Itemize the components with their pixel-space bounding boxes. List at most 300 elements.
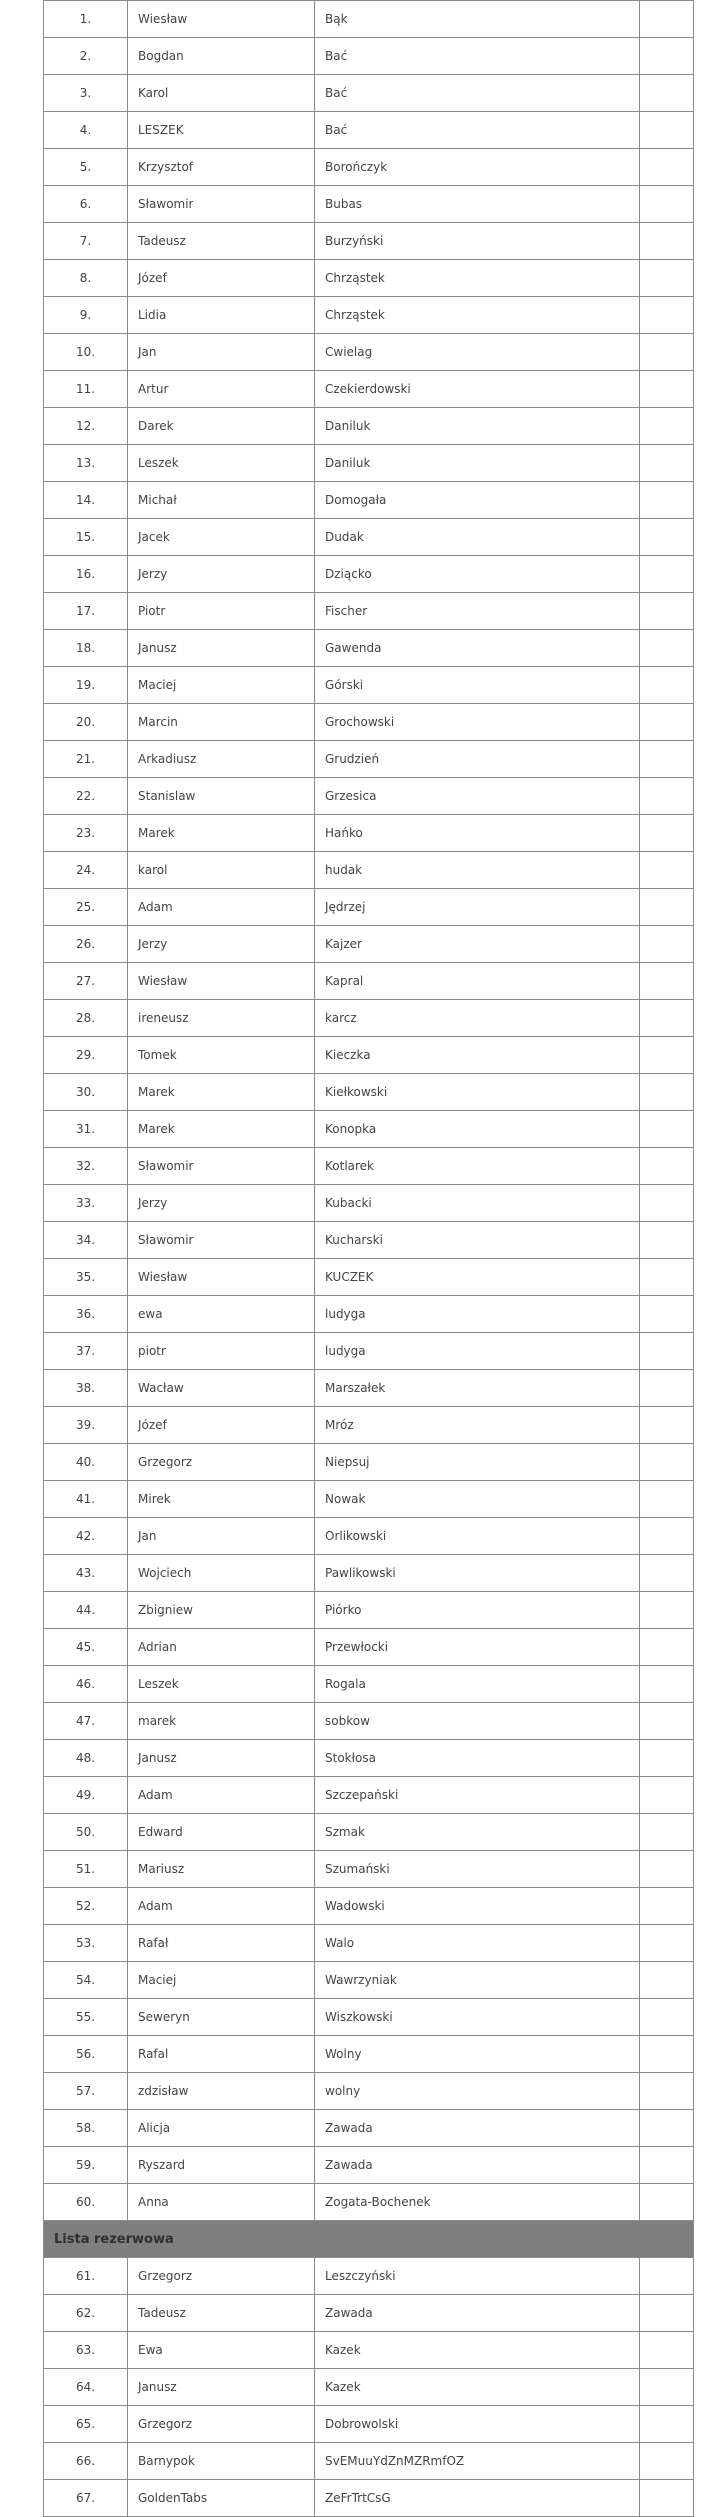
empty-cell xyxy=(640,2110,694,2147)
last-name-cell: Walo xyxy=(315,1925,640,1962)
empty-cell xyxy=(640,778,694,815)
table-row xyxy=(44,815,694,852)
empty-cell xyxy=(640,1962,694,1999)
first-name-cell: Barnypok xyxy=(128,2443,315,2480)
first-name-cell: Piotr xyxy=(128,593,315,630)
last-name-cell: Niepsuj xyxy=(315,1444,640,1481)
last-name-cell: Cwielag xyxy=(315,334,640,371)
last-name-cell: Dobrowolski xyxy=(315,2406,640,2443)
empty-cell xyxy=(640,1740,694,1777)
last-name-cell: Wadowski xyxy=(315,1888,640,1925)
row-number-cell: 21. xyxy=(44,741,128,778)
empty-cell xyxy=(640,1777,694,1814)
row-number-cell: 57. xyxy=(44,2073,128,2110)
first-name-cell: Karol xyxy=(128,75,315,112)
last-name-cell: Bać xyxy=(315,112,640,149)
table-row xyxy=(44,2073,694,2110)
table-row xyxy=(44,2295,694,2332)
last-name-cell: Piórko xyxy=(315,1592,640,1629)
last-name-cell: Kajzer xyxy=(315,926,640,963)
row-number-cell: 50. xyxy=(44,1814,128,1851)
table-row xyxy=(44,2369,694,2406)
last-name-cell: Dziącko xyxy=(315,556,640,593)
first-name-cell: piotr xyxy=(128,1333,315,1370)
first-name-cell: Tadeusz xyxy=(128,223,315,260)
last-name-cell: Bać xyxy=(315,75,640,112)
last-name-cell: Kotlarek xyxy=(315,1148,640,1185)
last-name-cell: Zogata-Bochenek xyxy=(315,2184,640,2221)
last-name-cell: Grochowski xyxy=(315,704,640,741)
row-number-cell: 20. xyxy=(44,704,128,741)
row-number-cell: 3. xyxy=(44,75,128,112)
empty-cell xyxy=(640,1296,694,1333)
row-number-cell: 9. xyxy=(44,297,128,334)
first-name-cell: Janusz xyxy=(128,2369,315,2406)
first-name-cell: Marek xyxy=(128,1111,315,1148)
empty-cell xyxy=(640,408,694,445)
empty-cell xyxy=(640,1666,694,1703)
first-name-cell: Arkadiusz xyxy=(128,741,315,778)
table-row xyxy=(44,2332,694,2369)
table-row xyxy=(44,1111,694,1148)
row-number-cell: 65. xyxy=(44,2406,128,2443)
first-name-cell: Adam xyxy=(128,889,315,926)
empty-cell xyxy=(640,963,694,1000)
last-name-cell: Górski xyxy=(315,667,640,704)
row-number-cell: 42. xyxy=(44,1518,128,1555)
table-row xyxy=(44,1,694,38)
last-name-cell: Daniluk xyxy=(315,408,640,445)
row-number-cell: 24. xyxy=(44,852,128,889)
first-name-cell: Jerzy xyxy=(128,1185,315,1222)
table-row xyxy=(44,223,694,260)
last-name-cell: Nowak xyxy=(315,1481,640,1518)
last-name-cell: Zawada xyxy=(315,2147,640,2184)
first-name-cell: Sławomir xyxy=(128,1222,315,1259)
row-number-cell: 15. xyxy=(44,519,128,556)
table-row xyxy=(44,926,694,963)
table-row xyxy=(44,334,694,371)
row-number-cell: 59. xyxy=(44,2147,128,2184)
last-name-cell: ludyga xyxy=(315,1333,640,1370)
row-number-cell: 43. xyxy=(44,1555,128,1592)
row-number-cell: 33. xyxy=(44,1185,128,1222)
table-row xyxy=(44,1185,694,1222)
last-name-cell: Hańko xyxy=(315,815,640,852)
empty-cell xyxy=(640,297,694,334)
first-name-cell: Marcin xyxy=(128,704,315,741)
row-number-cell: 6. xyxy=(44,186,128,223)
first-name-cell: Sławomir xyxy=(128,1148,315,1185)
table-row xyxy=(44,2480,694,2517)
last-name-cell: Bąk xyxy=(315,1,640,38)
table-row xyxy=(44,1407,694,1444)
table-row xyxy=(44,371,694,408)
table-row xyxy=(44,1703,694,1740)
last-name-cell: Wawrzyniak xyxy=(315,1962,640,1999)
section-header-label: Lista rezerwowa xyxy=(44,2221,694,2258)
table-row xyxy=(44,1925,694,1962)
empty-cell xyxy=(640,1555,694,1592)
row-number-cell: 30. xyxy=(44,1074,128,1111)
last-name-cell: Domogała xyxy=(315,482,640,519)
table-row xyxy=(44,1037,694,1074)
row-number-cell: 48. xyxy=(44,1740,128,1777)
last-name-cell: ludyga xyxy=(315,1296,640,1333)
empty-cell xyxy=(640,2332,694,2369)
first-name-cell: Stanislaw xyxy=(128,778,315,815)
empty-cell xyxy=(640,38,694,75)
first-name-cell: Edward xyxy=(128,1814,315,1851)
row-number-cell: 62. xyxy=(44,2295,128,2332)
empty-cell xyxy=(640,1333,694,1370)
row-number-cell: 58. xyxy=(44,2110,128,2147)
empty-cell xyxy=(640,1000,694,1037)
last-name-cell: Kazek xyxy=(315,2369,640,2406)
last-name-cell: Zawada xyxy=(315,2110,640,2147)
row-number-cell: 19. xyxy=(44,667,128,704)
last-name-cell: wolny xyxy=(315,2073,640,2110)
empty-cell xyxy=(640,1814,694,1851)
last-name-cell: Pawlikowski xyxy=(315,1555,640,1592)
row-number-cell: 36. xyxy=(44,1296,128,1333)
empty-cell xyxy=(640,2443,694,2480)
row-number-cell: 51. xyxy=(44,1851,128,1888)
row-number-cell: 56. xyxy=(44,2036,128,2073)
empty-cell xyxy=(640,1,694,38)
first-name-cell: Jacek xyxy=(128,519,315,556)
last-name-cell: Stokłosa xyxy=(315,1740,640,1777)
first-name-cell: Anna xyxy=(128,2184,315,2221)
row-number-cell: 18. xyxy=(44,630,128,667)
row-number-cell: 16. xyxy=(44,556,128,593)
table-row xyxy=(44,38,694,75)
last-name-cell: Borończyk xyxy=(315,149,640,186)
last-name-cell: SvEMuuYdZnMZRmfOZ xyxy=(315,2443,640,2480)
first-name-cell: Grzegorz xyxy=(128,2406,315,2443)
row-number-cell: 5. xyxy=(44,149,128,186)
table-row xyxy=(44,2147,694,2184)
table-row xyxy=(44,1851,694,1888)
empty-cell xyxy=(640,519,694,556)
first-name-cell: Wiesław xyxy=(128,1259,315,1296)
last-name-cell: Rogala xyxy=(315,1666,640,1703)
table-row xyxy=(44,186,694,223)
empty-cell xyxy=(640,2406,694,2443)
row-number-cell: 35. xyxy=(44,1259,128,1296)
row-number-cell: 14. xyxy=(44,482,128,519)
empty-cell xyxy=(640,2073,694,2110)
table-row xyxy=(44,1481,694,1518)
empty-cell xyxy=(640,371,694,408)
table-row xyxy=(44,112,694,149)
empty-cell xyxy=(640,260,694,297)
first-name-cell: Jerzy xyxy=(128,926,315,963)
table-row xyxy=(44,741,694,778)
table-row xyxy=(44,1814,694,1851)
first-name-cell: Leszek xyxy=(128,445,315,482)
empty-cell xyxy=(640,704,694,741)
table-row xyxy=(44,1962,694,1999)
table-row xyxy=(44,297,694,334)
first-name-cell: Mariusz xyxy=(128,1851,315,1888)
empty-cell xyxy=(640,1481,694,1518)
table-row xyxy=(44,1222,694,1259)
last-name-cell: Przewłocki xyxy=(315,1629,640,1666)
first-name-cell: LESZEK xyxy=(128,112,315,149)
first-name-cell: Maciej xyxy=(128,667,315,704)
first-name-cell: Wojciech xyxy=(128,1555,315,1592)
table-row xyxy=(44,482,694,519)
empty-cell xyxy=(640,2036,694,2073)
first-name-cell: Tadeusz xyxy=(128,2295,315,2332)
first-name-cell: Jan xyxy=(128,1518,315,1555)
last-name-cell: Szczepański xyxy=(315,1777,640,1814)
row-number-cell: 10. xyxy=(44,334,128,371)
table-row xyxy=(44,2184,694,2221)
first-name-cell: Józef xyxy=(128,260,315,297)
row-number-cell: 63. xyxy=(44,2332,128,2369)
row-number-cell: 66. xyxy=(44,2443,128,2480)
table-row xyxy=(44,2258,694,2295)
last-name-cell: sobkow xyxy=(315,1703,640,1740)
table-row xyxy=(44,1777,694,1814)
table-row xyxy=(44,1518,694,1555)
row-number-cell: 12. xyxy=(44,408,128,445)
table-row xyxy=(44,1000,694,1037)
first-name-cell: Józef xyxy=(128,1407,315,1444)
row-number-cell: 39. xyxy=(44,1407,128,1444)
empty-cell xyxy=(640,1703,694,1740)
table-row xyxy=(44,1888,694,1925)
empty-cell xyxy=(640,889,694,926)
empty-cell xyxy=(640,741,694,778)
first-name-cell: Marek xyxy=(128,1074,315,1111)
first-name-cell: Artur xyxy=(128,371,315,408)
last-name-cell: karcz xyxy=(315,1000,640,1037)
row-number-cell: 13. xyxy=(44,445,128,482)
last-name-cell: Wiszkowski xyxy=(315,1999,640,2036)
empty-cell xyxy=(640,1925,694,1962)
empty-cell xyxy=(640,630,694,667)
row-number-cell: 49. xyxy=(44,1777,128,1814)
row-number-cell: 34. xyxy=(44,1222,128,1259)
empty-cell xyxy=(640,815,694,852)
row-number-cell: 60. xyxy=(44,2184,128,2221)
row-number-cell: 27. xyxy=(44,963,128,1000)
table-row xyxy=(44,1259,694,1296)
table-row xyxy=(44,704,694,741)
row-number-cell: 2. xyxy=(44,38,128,75)
last-name-cell: Kiełkowski xyxy=(315,1074,640,1111)
last-name-cell: Gawenda xyxy=(315,630,640,667)
last-name-cell: Chrząstek xyxy=(315,297,640,334)
first-name-cell: Tomek xyxy=(128,1037,315,1074)
table-row xyxy=(44,1629,694,1666)
first-name-cell: Alicja xyxy=(128,2110,315,2147)
last-name-cell: Czekierdowski xyxy=(315,371,640,408)
row-number-cell: 45. xyxy=(44,1629,128,1666)
first-name-cell: Sławomir xyxy=(128,186,315,223)
first-name-cell: Lidia xyxy=(128,297,315,334)
table-row xyxy=(44,1592,694,1629)
table-row xyxy=(44,1444,694,1481)
last-name-cell: ZeFrTrtCsG xyxy=(315,2480,640,2517)
last-name-cell: Chrząstek xyxy=(315,260,640,297)
last-name-cell: Szmak xyxy=(315,1814,640,1851)
row-number-cell: 46. xyxy=(44,1666,128,1703)
empty-cell xyxy=(640,2369,694,2406)
empty-cell xyxy=(640,112,694,149)
first-name-cell: Leszek xyxy=(128,1666,315,1703)
first-name-cell: Bogdan xyxy=(128,38,315,75)
empty-cell xyxy=(640,445,694,482)
first-name-cell: Grzegorz xyxy=(128,2258,315,2295)
empty-cell xyxy=(640,593,694,630)
first-name-cell: Michał xyxy=(128,482,315,519)
table-row xyxy=(44,1333,694,1370)
last-name-cell: Kucharski xyxy=(315,1222,640,1259)
participants-table-body xyxy=(44,1,694,2517)
row-number-cell: 28. xyxy=(44,1000,128,1037)
empty-cell xyxy=(640,1851,694,1888)
empty-cell xyxy=(640,1148,694,1185)
row-number-cell: 64. xyxy=(44,2369,128,2406)
table-row xyxy=(44,1999,694,2036)
table-row xyxy=(44,593,694,630)
first-name-cell: Wacław xyxy=(128,1370,315,1407)
empty-cell xyxy=(640,482,694,519)
table-row xyxy=(44,260,694,297)
row-number-cell: 61. xyxy=(44,2258,128,2295)
empty-cell xyxy=(640,1629,694,1666)
first-name-cell: Seweryn xyxy=(128,1999,315,2036)
row-number-cell: 67. xyxy=(44,2480,128,2517)
table-row xyxy=(44,852,694,889)
empty-cell xyxy=(640,1592,694,1629)
row-number-cell: 32. xyxy=(44,1148,128,1185)
row-number-cell: 7. xyxy=(44,223,128,260)
empty-cell xyxy=(640,2480,694,2517)
last-name-cell: Bać xyxy=(315,38,640,75)
first-name-cell: Jan xyxy=(128,334,315,371)
empty-cell xyxy=(640,926,694,963)
table-row xyxy=(44,1148,694,1185)
last-name-cell: hudak xyxy=(315,852,640,889)
last-name-cell: Zawada xyxy=(315,2295,640,2332)
row-number-cell: 1. xyxy=(44,1,128,38)
section-header-row xyxy=(44,2221,694,2258)
first-name-cell: Rafal xyxy=(128,2036,315,2073)
first-name-cell: Mirek xyxy=(128,1481,315,1518)
table-row xyxy=(44,75,694,112)
table-row xyxy=(44,149,694,186)
row-number-cell: 54. xyxy=(44,1962,128,1999)
first-name-cell: Adam xyxy=(128,1777,315,1814)
first-name-cell: Wiesław xyxy=(128,963,315,1000)
first-name-cell: ewa xyxy=(128,1296,315,1333)
last-name-cell: Burzyński xyxy=(315,223,640,260)
table-row xyxy=(44,1740,694,1777)
empty-cell xyxy=(640,149,694,186)
empty-cell xyxy=(640,1407,694,1444)
first-name-cell: Ryszard xyxy=(128,2147,315,2184)
empty-cell xyxy=(640,1888,694,1925)
empty-cell xyxy=(640,1074,694,1111)
table-row xyxy=(44,667,694,704)
row-number-cell: 4. xyxy=(44,112,128,149)
first-name-cell: ireneusz xyxy=(128,1000,315,1037)
first-name-cell: Krzysztof xyxy=(128,149,315,186)
last-name-cell: Daniluk xyxy=(315,445,640,482)
empty-cell xyxy=(640,1259,694,1296)
table-row xyxy=(44,2406,694,2443)
first-name-cell: Grzegorz xyxy=(128,1444,315,1481)
table-row xyxy=(44,963,694,1000)
row-number-cell: 22. xyxy=(44,778,128,815)
empty-cell xyxy=(640,1518,694,1555)
last-name-cell: Leszczyński xyxy=(315,2258,640,2295)
table-row xyxy=(44,1555,694,1592)
first-name-cell: Adrian xyxy=(128,1629,315,1666)
last-name-cell: Kazek xyxy=(315,2332,640,2369)
empty-cell xyxy=(640,223,694,260)
last-name-cell: Bubas xyxy=(315,186,640,223)
first-name-cell: marek xyxy=(128,1703,315,1740)
table-row xyxy=(44,2036,694,2073)
empty-cell xyxy=(640,2147,694,2184)
row-number-cell: 17. xyxy=(44,593,128,630)
empty-cell xyxy=(640,1185,694,1222)
row-number-cell: 47. xyxy=(44,1703,128,1740)
row-number-cell: 8. xyxy=(44,260,128,297)
table-row xyxy=(44,889,694,926)
last-name-cell: Wolny xyxy=(315,2036,640,2073)
row-number-cell: 23. xyxy=(44,815,128,852)
last-name-cell: Grzesica xyxy=(315,778,640,815)
empty-cell xyxy=(640,2295,694,2332)
first-name-cell: GoldenTabs xyxy=(128,2480,315,2517)
table-row xyxy=(44,1074,694,1111)
table-row xyxy=(44,1296,694,1333)
table-row xyxy=(44,2443,694,2480)
last-name-cell: Marszałek xyxy=(315,1370,640,1407)
first-name-cell: zdzisław xyxy=(128,2073,315,2110)
last-name-cell: Dudak xyxy=(315,519,640,556)
first-name-cell: Jerzy xyxy=(128,556,315,593)
table-row xyxy=(44,445,694,482)
empty-cell xyxy=(640,1037,694,1074)
empty-cell xyxy=(640,2258,694,2295)
empty-cell xyxy=(640,1370,694,1407)
first-name-cell: Ewa xyxy=(128,2332,315,2369)
table-row xyxy=(44,1666,694,1703)
last-name-cell: Kubacki xyxy=(315,1185,640,1222)
first-name-cell: Zbigniew xyxy=(128,1592,315,1629)
empty-cell xyxy=(640,1999,694,2036)
last-name-cell: Fischer xyxy=(315,593,640,630)
first-name-cell: Rafał xyxy=(128,1925,315,1962)
first-name-cell: Adam xyxy=(128,1888,315,1925)
empty-cell xyxy=(640,1222,694,1259)
last-name-cell: KUCZEK xyxy=(315,1259,640,1296)
row-number-cell: 44. xyxy=(44,1592,128,1629)
table-row xyxy=(44,1370,694,1407)
row-number-cell: 11. xyxy=(44,371,128,408)
row-number-cell: 25. xyxy=(44,889,128,926)
last-name-cell: Orlikowski xyxy=(315,1518,640,1555)
table-row xyxy=(44,408,694,445)
